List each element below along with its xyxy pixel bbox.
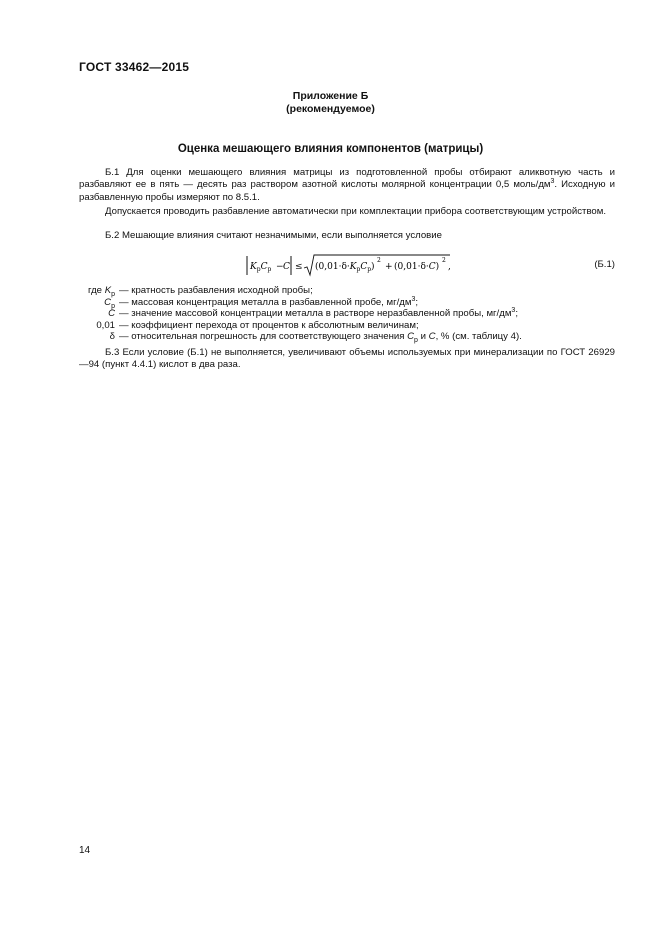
formula-comma: , [448,262,451,272]
paragraph-b1 [79,167,615,204]
appendix-heading [0,90,661,116]
def-symbol-kp: где $K_p$ [88,285,115,298]
document-header: ГОСТ 33462—2015 [79,60,190,74]
paragraph-b3: Б.3 Если условие (Б.1) не выполняется, увеличивают объемы используемых при минерализации по ГОСТ 26929—94 (пункт 4.4.1) кислот в два раза. [79,347,615,371]
definition-cp [79,297,615,309]
appendix-subtitle: (рекомендуемое) [286,103,375,115]
def-text-c: — значение массовой концентрации металла в растворе неразбавленной пробы, $мг/дм^3$; [119,307,518,320]
formula-c: C [283,262,290,272]
formula-term2: (0,01·δ·C) [394,262,440,272]
paragraph-b2: Б.2 Мешающие влияния считают незначимыми, если выполняется условие [105,230,442,241]
def-text-kp: — кратность разбавления исходной пробы; [119,285,313,296]
definition-delta [79,331,615,343]
def-symbol-c: C [108,308,115,320]
def-text-coef: — коэффициент перехода от процентов к абсолютным величинам; [119,319,419,331]
definition-coef [79,320,615,332]
formula-le: ≤ [295,262,303,272]
def-symbol-cp: $C_p$ [104,296,115,310]
section-title: Оценка мешающего влияния компонентов (матрицы) [177,143,484,155]
formula-minus: − [276,262,284,272]
b1-text-1: Б.1 Для оценки мешающего влияния матрицы из подготовленной пробы отбирают аликвотную часть и разбавляют ее в пять — десять раз раствором азотной кислоты молярной концентрации 0,5 моль/дм [79,167,615,191]
formula-b1 [79,253,615,279]
formula-sq1: 2 [377,257,381,264]
page-number: 14 [79,845,91,856]
definitions-list [79,285,615,343]
paragraph-auto: Допускается проводить разбавление автоматически при комплектации прибора соответствующим устройством. [105,206,607,217]
appendix-title: Приложение Б [292,90,369,102]
definition-kp [79,285,615,297]
formula-sq2: 2 [442,257,446,264]
formula-graphic [245,253,525,279]
def-symbol-delta: δ [109,331,115,343]
definition-c [79,308,615,320]
def-text-cp: — массовая концентрация металла в разбавленной пробе, $мг/дм^3$; [119,295,419,308]
formula-term1: $(0,01\cdot\delta\cdot K_pC_p)$ [315,262,375,273]
b1-text-2: . Исходную и разбавленную пробы измеряют по 8.5.1. [79,179,615,203]
b1-superscript: 3 [550,178,555,186]
formula-kp: $K_pC_p$ [250,262,272,273]
formula-plus: + [385,262,393,272]
formula-number: (Б.1) [594,259,615,270]
def-text-delta: — относительная погрешность для соответствующего значения $C_p$ и C, % (см. таблицу 4). [119,331,522,345]
def-symbol-coef: 0,01 [96,319,115,331]
